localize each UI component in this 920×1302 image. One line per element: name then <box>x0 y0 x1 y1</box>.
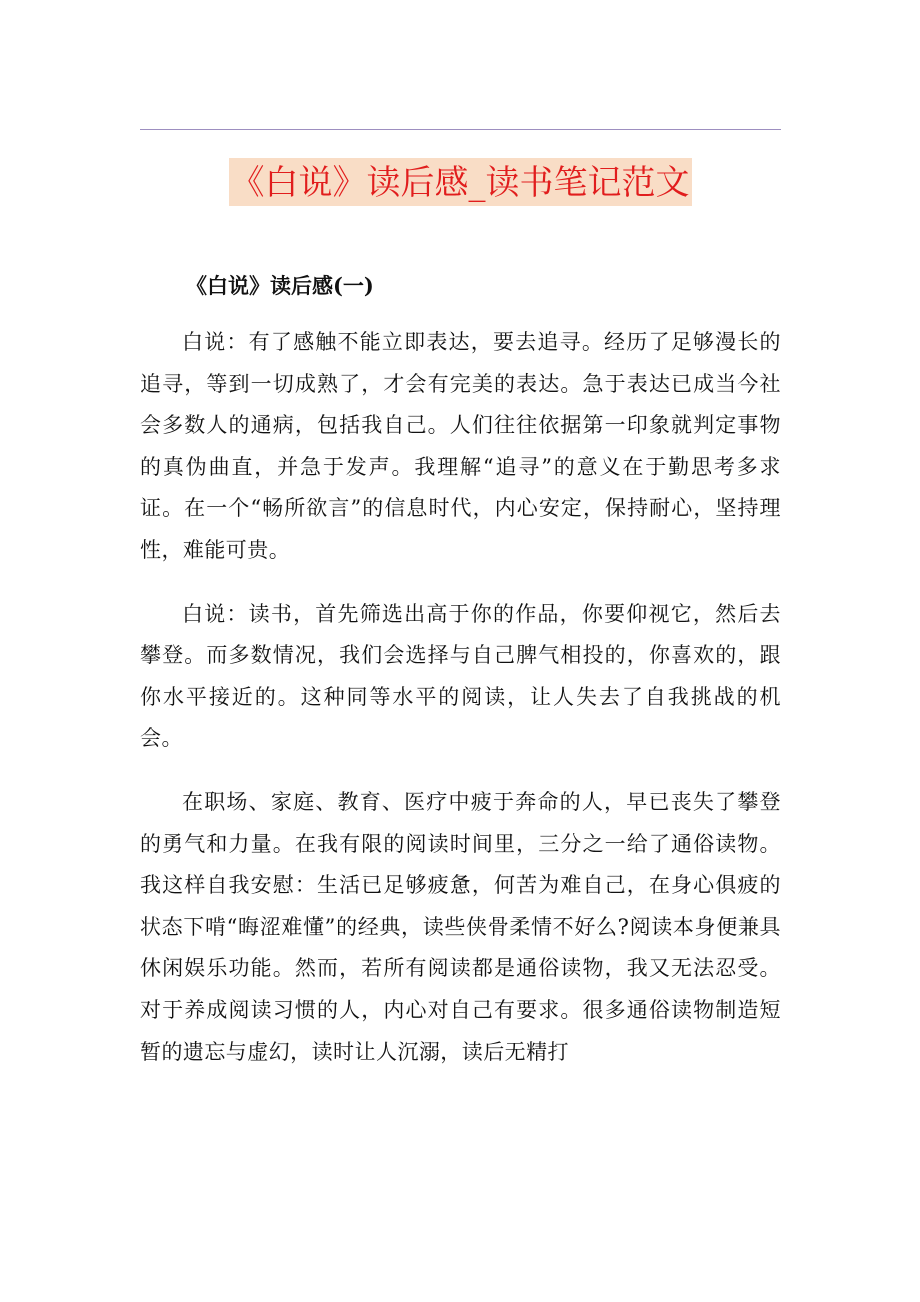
section-heading: 《白说》读后感(一) <box>186 273 374 298</box>
paragraph-1: 白说：有了感触不能立即表达，要去追寻。经历了足够漫长的追寻，等到一切成熟了，才会有完美的表达。急于表达已成当今社会多数人的通病，包括我自己。人们往往依据第一印象就判定事物的真伪曲直，并急于发声。我理解“追寻”的意义在于勤思考多求证。在一个“畅所欲言”的信息时代，内心安定，保持耐心，坚持理性，难能可贵。 <box>140 330 781 562</box>
paragraph-3: 在职场、家庭、教育、医疗中疲于奔命的人，早已丧失了攀登的勇气和力量。在我有限的阅读时间里，三分之一给了通俗读物。我这样自我安慰：生活已足够疲惫，何苦为难自己，在身心俱疲的状态下啃“晦涩难懂”的经典，读些侠骨柔情不好么?阅读本身便兼具休闲娱乐功能。然而，若所有阅读都是通俗读物，我又无法忍受。对于养成阅读习惯的人，内心对自己有要求。很多通俗读物制造短暂的遗忘与虚幻，读时让人沉溺，读后无精打 <box>140 789 781 1064</box>
paragraph-2: 白说：读书，首先筛选出高于你的作品，你要仰视它，然后去攀登。而多数情况，我们会选择与自己脾气相投的，你喜欢的，跟你水平接近的。这种同等水平的阅读，让人失去了自我挑战的机会。 <box>140 601 781 751</box>
body-content <box>140 322 781 1095</box>
title-container <box>0 158 920 206</box>
header-rule <box>140 129 781 130</box>
document-title: 《白说》读后感_读书笔记范文 <box>229 158 692 206</box>
